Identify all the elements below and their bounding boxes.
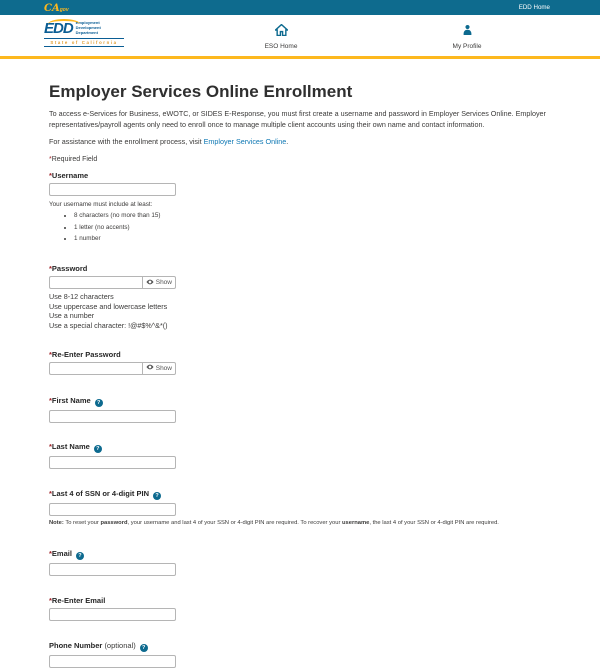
username-rules-title: Your username must include at least: bbox=[49, 201, 153, 209]
help-icon[interactable]: ? bbox=[153, 492, 161, 500]
password-hints bbox=[49, 292, 560, 330]
nav-eso-home[interactable] bbox=[246, 23, 316, 50]
reenter-email-input[interactable] bbox=[49, 608, 176, 621]
nav-eso-home-label: ESO Home bbox=[264, 43, 298, 50]
required-asterisk: * bbox=[49, 595, 52, 605]
username-input[interactable] bbox=[49, 183, 176, 196]
phone-label: Phone Number (optional) ? bbox=[49, 641, 560, 652]
assistance-line: For assistance with the enrollment process, visit Employer Services Online. bbox=[49, 137, 289, 147]
phone-section bbox=[49, 641, 560, 668]
ssn-pin-label: *Last 4 of SSN or 4-digit PIN ? bbox=[49, 489, 560, 500]
first-name-section bbox=[49, 396, 560, 423]
required-asterisk: * bbox=[49, 548, 52, 558]
help-icon[interactable]: ? bbox=[76, 552, 84, 560]
required-asterisk: * bbox=[49, 264, 52, 274]
help-icon[interactable]: ? bbox=[140, 644, 148, 652]
ssn-pin-input[interactable] bbox=[49, 503, 176, 516]
ca-gov-logo[interactable]: CAgov bbox=[44, 3, 69, 14]
site-header bbox=[0, 15, 600, 59]
nav-my-profile[interactable] bbox=[432, 23, 502, 50]
nav-my-profile-label: My Profile bbox=[452, 43, 482, 50]
email-label: *Email ? bbox=[49, 549, 560, 560]
help-icon[interactable]: ? bbox=[94, 445, 102, 453]
password-label: *Password bbox=[49, 264, 88, 274]
ssn-pin-section bbox=[49, 489, 560, 526]
password-hint: Use uppercase and lowercase letters bbox=[49, 301, 168, 311]
employer-services-online-link[interactable]: Employer Services Online bbox=[203, 137, 287, 147]
reenter-password-label: *Re-Enter Password bbox=[49, 349, 121, 359]
edd-logo-text: EDD bbox=[44, 20, 73, 37]
edd-logo-state: State of California bbox=[44, 38, 124, 47]
username-rule: • 8 characters (no more than 15) bbox=[74, 212, 560, 219]
help-icon[interactable]: ? bbox=[95, 399, 103, 407]
ssn-pin-note: Note: To reset your password, your username and last 4 of your SSN or 4-digit PIN are required. To recover your username, the last 4 of your SSN or 4-digit PIN are required. bbox=[49, 519, 499, 526]
username-rule: • 1 letter (no accents) bbox=[74, 224, 560, 231]
edd-logo-arc bbox=[48, 19, 80, 24]
phone-input[interactable] bbox=[49, 655, 176, 668]
first-name-input[interactable] bbox=[49, 410, 176, 423]
edd-home-link[interactable]: EDD Home bbox=[518, 4, 550, 11]
home-icon bbox=[275, 23, 288, 40]
page-title: Employer Services Online Enrollment bbox=[49, 82, 353, 101]
edd-logo-department: Employment Development Department bbox=[75, 20, 101, 35]
password-input[interactable] bbox=[49, 276, 142, 289]
reenter-email-section bbox=[49, 596, 560, 621]
required-asterisk: * bbox=[49, 488, 52, 498]
username-rules-list bbox=[49, 212, 560, 242]
last-name-section bbox=[49, 442, 560, 469]
edd-logo[interactable] bbox=[44, 21, 124, 47]
username-label: *Username bbox=[49, 171, 89, 181]
required-asterisk: * bbox=[49, 171, 52, 181]
last-name-input[interactable] bbox=[49, 456, 176, 469]
reenter-password-section bbox=[49, 350, 560, 375]
utility-bar bbox=[0, 0, 600, 15]
reenter-password-input[interactable] bbox=[49, 362, 142, 375]
password-hint: Use a number bbox=[49, 311, 95, 321]
required-asterisk: * bbox=[49, 441, 52, 451]
person-icon bbox=[462, 23, 473, 40]
eye-icon bbox=[146, 364, 154, 372]
first-name-label: *First Name ? bbox=[49, 396, 560, 407]
username-section bbox=[49, 171, 560, 242]
username-rule: • 1 number bbox=[74, 235, 560, 242]
password-show-button[interactable]: Show bbox=[142, 276, 176, 289]
password-hint: Use a special character: !@#$%^&*() bbox=[49, 320, 168, 330]
intro-paragraph: To access e-Services for Business, eWOTC, or SIDES E-Response, you must first create a username and password in Employer Services Online. Employer representatives/payroll agents only need to enroll once to manage multiple client accounts using their own name and contact information. bbox=[49, 109, 546, 129]
password-section bbox=[49, 264, 560, 330]
last-name-label: *Last Name ? bbox=[49, 442, 560, 453]
main-content bbox=[0, 82, 600, 668]
email-section bbox=[49, 549, 560, 576]
required-asterisk: * bbox=[49, 349, 52, 359]
required-field-note: *Required Field bbox=[49, 156, 98, 164]
required-asterisk: * bbox=[49, 156, 52, 164]
required-asterisk: * bbox=[49, 395, 52, 405]
eye-icon bbox=[146, 279, 154, 287]
email-input[interactable] bbox=[49, 563, 176, 576]
phone-optional-label: (optional) bbox=[104, 640, 136, 650]
reenter-email-label: *Re-Enter Email bbox=[49, 595, 106, 605]
password-hint: Use 8-12 characters bbox=[49, 292, 114, 302]
reenter-password-show-button[interactable]: Show bbox=[142, 362, 176, 375]
